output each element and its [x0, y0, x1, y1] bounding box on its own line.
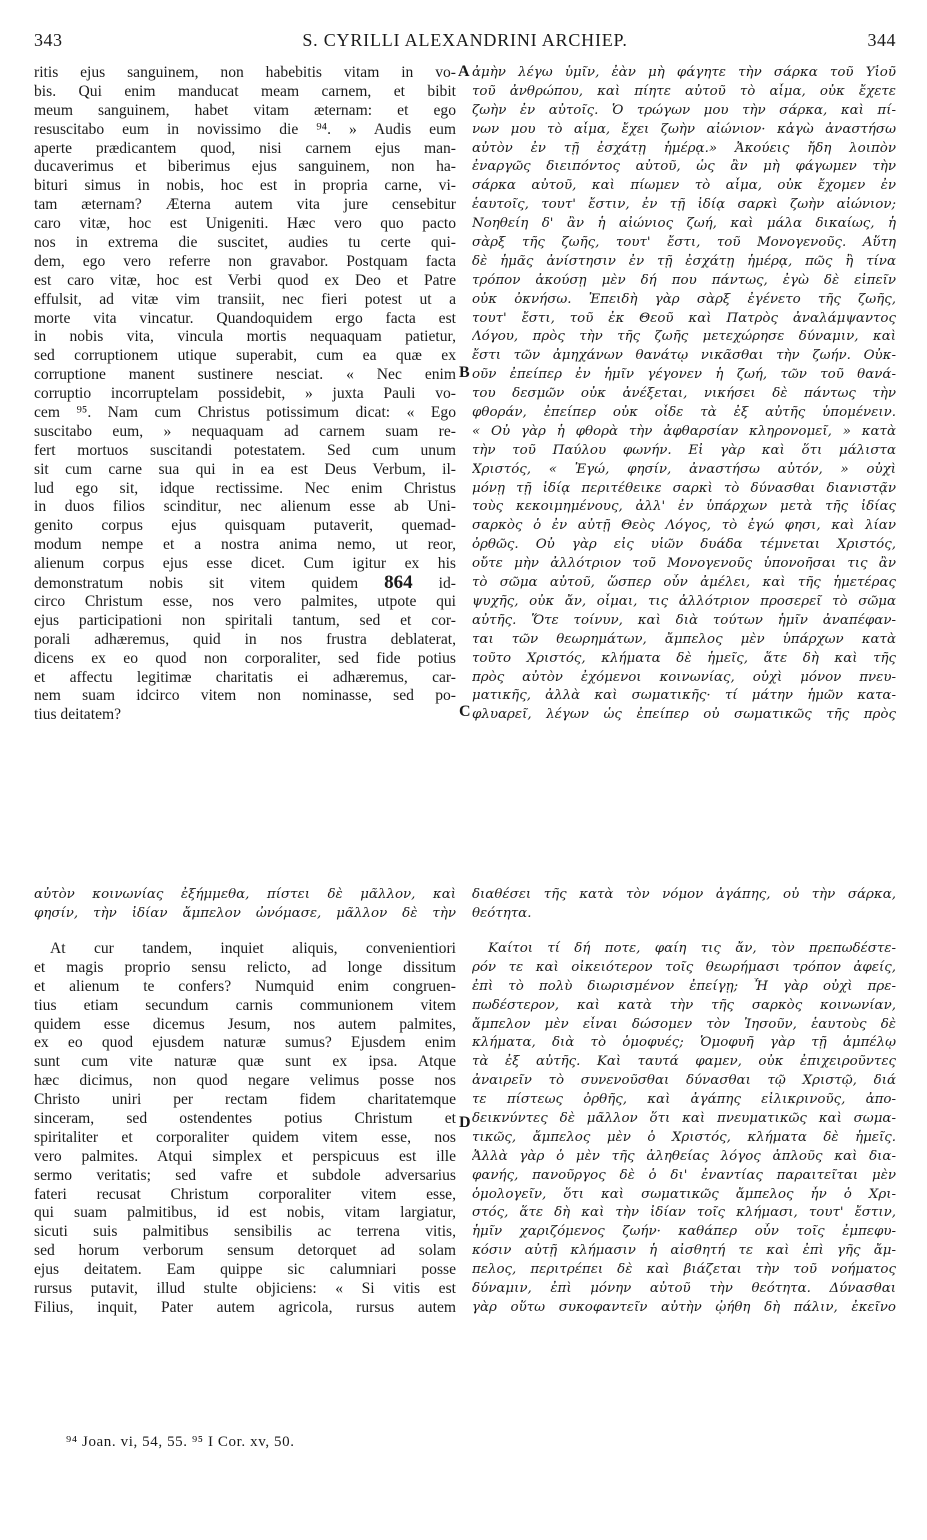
latin-line: bis. Qui enim manducat meam carnem, et bibit — [34, 82, 456, 100]
greek-spanning-lines — [34, 886, 896, 924]
greek-line: πελος, περιτρέπει δὲ καὶ βιάζεται τὴν τοῦ νοήματος — [472, 1262, 896, 1278]
greek-column-top — [472, 64, 896, 725]
greek-line: διαθέσει τῆς κατὰ τὸν νόμον ἀγάπης, οὐ τὴν σάρκα, — [472, 887, 896, 902]
latin-line: genito corpus ejus quisquam putaverit, quemad- — [34, 517, 456, 535]
latin-line: cem ⁹⁵. Nam cum Christus potissimum dicat: « Ego — [34, 404, 456, 422]
margin-letter-a: A — [458, 63, 470, 80]
greek-line: ἀναιρεῖν τὸ συνενοῦσθαι δύνασθαι τῷ Χριστῷ, διά — [472, 1073, 896, 1089]
latin-line: meum sanguinem, habet vitam æternam: et ego — [34, 101, 456, 119]
latin-line: alienum corpus ejus esse dicet. Cum igitur ex his — [34, 555, 456, 573]
right-page-number: 344 — [867, 30, 896, 50]
latin-line: tius deitatem? — [34, 706, 122, 724]
greek-line: θεότητα. — [472, 905, 532, 921]
greek-line: αὐτὸν κοινωνίας ἐξήμμεθα, πίστει δὲ μᾶλλον, καὶ — [34, 887, 456, 902]
greek-line: δεικνύντες δὲ μᾶλλον ὅτι καὶ πνευματικῶς καὶ σωμα- — [472, 1111, 896, 1127]
greek-line: ἔστι τῶν ἀμηχάνων θανάτῳ νικᾶσθαι τὴν ζωήν. Οὐκ- — [472, 348, 896, 364]
latin-line: demonstratum nobis sit vitem quidem 864 id- — [34, 574, 456, 593]
greek-line: μόνῃ τῇ ἰδίᾳ περιτέθεικε σαρκὶ τὸ δύνασθαι διανιστᾷν — [472, 480, 896, 496]
latin-line: fateri recusat Christum corporaliter vitem esse, — [34, 1185, 456, 1203]
latin-column-bottom — [34, 940, 456, 1318]
greek-line: ζωὴν ἐν αὐτοῖς. Ὁ τρώγων μου τὴν σάρκα, καὶ πί- — [472, 102, 896, 118]
greek-line: ἀμὴν λέγω ὑμῖν, ἐὰν μὴ φάγητε τὴν σάρκα τοῦ Υἱοῦ — [472, 65, 896, 80]
greek-line: Καίτοι τί δή ποτε, φαίη τις ἄν, τὸν πρεπωδέστε- — [488, 941, 896, 956]
latin-line: qui suam palmitibus, id est nobis, vitam largiatur, — [34, 1204, 456, 1222]
greek-line: τοὺς κεκοιμημένους, ἀλλ' ἐν ὑπάρχων μετὰ τῆς ἰδίας — [472, 499, 896, 515]
latin-line: ejus deitatem. Eam quippe sic calumniari posse — [34, 1261, 456, 1279]
greek-line: οὔτε μὴν ἀλλότριον τοῦ Μονογενοῦς ὑπονοῆσαι τις ἂν — [472, 556, 896, 572]
latin-line: lud ego sit, idque rectissime. Nec enim Christus — [34, 479, 456, 497]
greek-line: Νοηθείη δ' ἂν ἡ αἰώνιος ζωή, καὶ μάλα δικαίως, ἡ — [472, 216, 896, 232]
latin-line: modum nempe et a nostra anima nemo, ut reor, — [34, 536, 456, 554]
greek-line: οὐκ ὀκνήσω. Ἐπειδὴ γὰρ σὰρξ ἐγένετο τῆς ζωῆς, — [472, 291, 896, 307]
greek-line: φθοράν, ἐπείπερ οὐκ οἶδε τὰ ἐξ αὐτῆς ὑπομένειν. — [472, 405, 896, 421]
greek-line: οῦν ἐπείπερ ἐν ἡμῖν γέγονεν ἡ ζωή, τῶν τοῦ θανά- — [472, 367, 896, 383]
greek-line: γὰρ οὕτω συκοφαντεῖν αὐτὴν ᾠήθη δὴ πάλιν, ἐκεῖνο — [472, 1299, 896, 1315]
latin-column-top — [34, 64, 456, 725]
latin-line: sicuti suis palmitibus sensibilis ac terrena vitis, — [34, 1223, 456, 1241]
latin-line: corruptione manent sustinere nesciat. « Nec enim — [34, 366, 456, 384]
margin-letter-d: D — [459, 1114, 471, 1131]
greek-line: τοῦ ἀνθρώπου, καὶ πίητε αὐτοῦ τὸ αἷμα, οὐκ ἔχετε — [472, 83, 896, 99]
latin-line: spiritaliter et corporaliter quidem vitem esse, nos — [34, 1128, 456, 1146]
latin-line: circo Christum esse, nos vero palmites, utpote qui — [34, 592, 456, 610]
greek-line: δύναμιν, ἐπὶ μόνην αὐτοῦ τὴν θεότητα. Δύνασθαι — [472, 1281, 896, 1297]
latin-line: bituri simus in nobis, hoc est in propria carne, vi- — [34, 177, 456, 195]
latin-line: ducaverimus et biberimus ejus sanguinem, non ha- — [34, 158, 456, 176]
latin-line: caro vitæ, hoc est Unigeniti. Hæc vero quo pacto — [34, 215, 456, 233]
greek-line: τὰ ἐξ αὐτῆς. Καὶ ταυτά φαμεν, οὐκ ἐπιχειροῦντες — [472, 1054, 896, 1070]
greek-line: ὁμολογεῖν, ὅτι καὶ σωματικῶς ἄμπελος ἦν ὁ Χρι- — [472, 1186, 896, 1202]
latin-line: et affectu legitimæ charitatis ei adhæremus, car- — [34, 668, 456, 686]
latin-line: sunt cum vite naturæ quæ sunt ex ipsa. Atque — [34, 1053, 456, 1071]
greek-line: Λόγου, πρὸς τὴν τῆς ζωῆς μετεχώρησε δύναμιν, καὶ — [472, 329, 896, 345]
margin-letter-b: B — [459, 364, 470, 381]
latin-line: aperte prædicantem quod, nisi carnem ejus man- — [34, 139, 456, 157]
latin-line: ritis ejus sanguinem, non habebitis vitam in vo- — [34, 64, 456, 81]
greek-line: τὸ σῶμα αὐτοῦ, ὥσπερ οὖν ἀμέλει, καὶ τῆς ἡμετέρας — [472, 575, 896, 591]
greek-line: ἐπὶ τὸ πολὺ διωρισμένον ἐπείγῃ; Ἦ γὰρ οὐχὶ πρε- — [472, 978, 896, 994]
running-title: S. CYRILLI ALEXANDRINI ARCHIEP. — [302, 30, 628, 50]
greek-line: τουτ' ἔστι, τοῦ ἐκ Θεοῦ καὶ Πατρὸς ἀναλάμψαντος — [472, 310, 896, 326]
greek-line: κόσιν αὐτῇ κλήμασιν ἡ αἰσθητή τε καὶ ἐπὶ γῆς ἄμ- — [472, 1243, 896, 1259]
latin-line: sit cum carne sua qui in ea est Deus Verbum, il- — [34, 460, 456, 478]
latin-line: est caro vitæ, hoc est Verbi quod ex Deo et Patre — [34, 271, 456, 289]
greek-line: φλυαρεῖ, λέγων ὡς ἐπείπερ οὐ σωματικῶς τῆς πρὸς — [472, 707, 896, 723]
greek-line: σάρκα αὐτοῦ, καὶ πίωμεν τὸ αἷμα, οὐκ ἔχομεν ἐν — [472, 178, 896, 194]
latin-line: fert mortuos suscitandi potestatem. Sed cum unum — [34, 441, 456, 459]
footnotes: ⁹⁴ Joan. vi, 54, 55. ⁹⁵ I Cor. xv, 50. — [66, 1434, 295, 1450]
greek-line: φανής, πανοῦργος δὲ ὁ δι' ἐναντίας παραιτεῖται μὲν — [472, 1167, 896, 1183]
left-page-number: 343 — [34, 30, 63, 50]
greek-line: σαρκὸς ὁ ἐν αὐτῇ Θεὸς Λόγος, τὸ ἐγώ φησι, καὶ λίαν — [472, 518, 896, 534]
greek-line: τρόπον ἀκούσῃ μὲν δή που πάντως, ἐγὼ δὲ εἰπεῖν — [472, 272, 896, 288]
latin-line: sermo veritatis; sed vafre et subdole adversarius — [34, 1166, 456, 1184]
greek-line: δὲ ἡμᾶς ἀνίστησιν ἐν τῇ ἐσχάτῃ ἡμέρᾳ, πῶς ἢ τίνα — [472, 253, 896, 269]
latin-line: tius etiam secundum carnis communionem vitem — [34, 996, 456, 1014]
latin-line: suscitabo eum, » nequaquam ad carnem suam re- — [34, 422, 456, 440]
latin-line: sinceram, sed ostendentes potius Christum et — [34, 1110, 456, 1128]
greek-line: αὐτῆς. Ὅτε τοίνυν, καὶ διὰ τούτων ἡμῖν ἀναπέφαν- — [472, 612, 896, 628]
latin-line: quidem esse dicemus Jesum, nos autem palmites, — [34, 1015, 456, 1033]
greek-line: ψυχῆς, οὐκ ἄν, οἶμαι, τις ἀλλότριον προσερεῖ τὸ σῶμα — [472, 593, 896, 609]
latin-line: ex eo quod ejusdem naturæ sumus? Ejusdem enim — [34, 1034, 456, 1052]
latin-line: At cur tandem, inquiet aliquis, convenientiori — [50, 940, 456, 957]
latin-line: corruptio incorruptelam possidebit, » juxta Pauli vo- — [34, 385, 456, 403]
latin-line: rursus putavit, illud stulte objiciens: « Si vitis est — [34, 1280, 456, 1298]
greek-line: ὀρθῶς. Οὐ γὰρ εἰς υἱῶν δυάδα τέμνεται Χριστός, — [472, 537, 896, 553]
greek-line: τικῶς, ἄμπελος μὲν ὁ Χριστός, κλήματα δὲ ἡμεῖς. — [472, 1129, 896, 1145]
running-header — [34, 30, 896, 54]
greek-line: τε πίστεως ὀρθῆς, καὶ ἀγάπης εἰλικρινοῦς, ἀπο- — [472, 1092, 896, 1108]
greek-line: σὰρξ τῆς ζωῆς, τουτ' ἔστι, τοῦ Μονογενοῦς. Αὕτη — [472, 235, 896, 251]
greek-line: φησίν, τὴν ἰδίαν ἄμπελον ὠνόμασε, μᾶλλον δὲ τὴν — [34, 905, 456, 921]
spanning-row — [34, 905, 896, 924]
latin-line: morte vita vincatur. Quandoquidem ergo facta est — [34, 309, 456, 327]
greek-line: ἡμῖν χαριζόμενος ζωήν· καθάπερ οὖν τοῖς ἐμπεφυ- — [472, 1224, 896, 1240]
latin-line: nos in extrema die suscitet, audies tu certe qui- — [34, 234, 456, 252]
latin-line: dem, ego vero referre non gravabor. Postquam facta — [34, 252, 456, 270]
greek-line: Ἀλλὰ γὰρ ὁ μὲν τῆς ἀληθείας λόγος ἁπλοῦς καὶ δια- — [472, 1148, 896, 1164]
greek-column-bottom — [472, 940, 896, 1318]
greek-line: τοῦτο Χριστός, κλήματα δὲ ἡμεῖς, ἅτε δὴ καὶ τῆς — [472, 650, 896, 666]
greek-line: ματικῆς, ἀλλὰ καὶ σωματικῆς· τί μάτην ἡμῶν κατα- — [472, 688, 896, 704]
latin-line: Christo uniri per rectam fidem charitatemque — [34, 1091, 456, 1109]
latin-line: tam æternam? Æterna autem vita jure censebitur — [34, 196, 456, 214]
greek-line: στός, ἅτε δὴ καὶ τὴν ἰδίαν τοῖς κλήμασι, τουτ' ἔστιν, — [472, 1205, 896, 1221]
latin-line: et magis proprio sensu relicto, ad longe dissitum — [34, 958, 456, 976]
greek-line: τὴν τοῦ Παύλου φωνήν. Εἰ γὰρ καὶ ὅτι μάλιστα — [472, 442, 896, 458]
greek-line: πρὸς αὐτὸν ἐχόμενοι κοινωνίας, οὐχὶ μόνον πνευ- — [472, 669, 896, 685]
greek-line: Χριστός, « Ἐγώ, φησίν, ἀναστήσω αὐτόν, » οὐχὶ — [472, 461, 896, 477]
greek-line: κλήματα, διὰ τὸ ὁμοφυές; Ὁμοφυῆ γὰρ τῇ ἀμπέλῳ — [472, 1035, 896, 1051]
greek-line: αὐτὸν ἐν τῇ ἐσχάτῃ ἡμέρᾳ.» Ἀκούεις ἤδη λοιπὸν — [472, 140, 896, 156]
greek-line: νων μου τὸ αἷμα, ἔχει ζωὴν αἰώνιον· κἀγὼ ἀναστήσω — [472, 121, 896, 137]
latin-line: effulsit, ad vitæ vim transiit, nec fieri potest ut a — [34, 290, 456, 308]
greek-line: πωδέστερον, καὶ κατὰ τὴν τῆς σαρκὸς κοινωνίαν, — [472, 997, 896, 1013]
greek-line: του δεσμῶν οὐκ ἀνέξεται, νικήσει δὲ πάντως τὴν — [472, 386, 896, 402]
latin-line: dicens ex eo quod non corporaliter, sed fide potius — [34, 649, 456, 667]
greek-line: ται τῶν θεωρημάτων, ἄμπελος μὲν ὑπάρχων κατὰ — [472, 631, 896, 647]
greek-line: ἄμπελον μὲν εἶναι δώσομεν τὸν Ἰησοῦν, ἑαυτοὺς δὲ — [472, 1016, 896, 1032]
latin-line: in nobis vita, vincula mortis nequaquam patietur, — [34, 328, 456, 346]
greek-line: « Οὐ γὰρ ἡ φθορὰ τὴν ἀφθαρσίαν κληρονομεῖ, » κατὰ — [472, 423, 896, 439]
latin-line: nem suam idcirco vitem non nominasse, sed po- — [34, 687, 456, 705]
latin-line: sed corruptionem utique superabit, cum ea quæ ex — [34, 347, 456, 365]
greek-line: ἐναργῶς διειπόντος αὐτοῦ, ὡς ἂν μὴ φάγωμεν τὴν — [472, 159, 896, 175]
latin-line: vero palmites. Atqui simplex et perspicuus est ille — [34, 1147, 456, 1165]
greek-line: ρόν τε καὶ οἰκειότερον τοῖς θεωρήμασι τρόπον ἀφείς, — [472, 959, 896, 975]
latin-line: in duos filios scinditur, nec alienum esse ab Uni- — [34, 498, 456, 516]
latin-line: ejus participationi non spiritali tantum, sed et cor- — [34, 611, 456, 629]
latin-line: Filius, inquit, Pater autem agricola, rursus autem — [34, 1298, 456, 1316]
greek-line: ἑαυτοῖς, τουτ' ἔστιν, ἐν τῇ ἰδίᾳ σαρκὶ ζωὴν αἰώνιον; — [472, 197, 896, 213]
margin-letter-c: C — [459, 703, 471, 720]
latin-line: resuscitabo eum in novissimo die ⁹⁴. » Audis eum — [34, 120, 456, 138]
spanning-row — [34, 886, 896, 905]
column-number: 864 — [384, 574, 413, 593]
latin-line: porali adhæremus, quid in nos frustra deblaterat, — [34, 630, 456, 648]
latin-line: et alienum te confers? Numquid enim congruen- — [34, 977, 456, 995]
latin-line: sed horum verborum sensum detorquet ad solam — [34, 1242, 456, 1260]
latin-line: hæc dicimus, non quod negare velimus posse nos — [34, 1072, 456, 1090]
